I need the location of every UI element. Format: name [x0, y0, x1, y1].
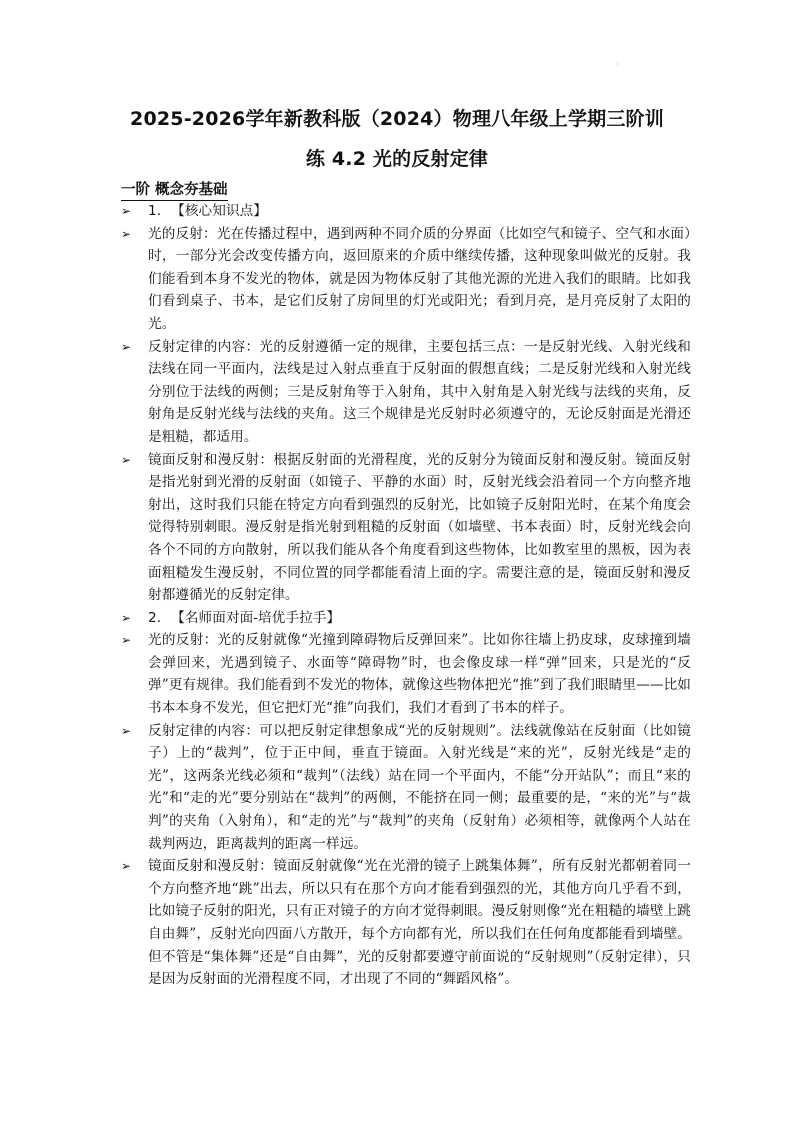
list-item [121, 449, 691, 607]
list-item [121, 720, 691, 856]
item-number: 2. [148, 609, 162, 626]
page-mark: · [616, 60, 619, 69]
section-heading: 一阶 概念夯基础 [121, 178, 228, 199]
item-number: 1. [148, 203, 162, 219]
bullet-arrow-icon: ➢ [121, 339, 132, 354]
bullet-arrow-icon: ➢ [121, 452, 132, 467]
item-text: 【核心知识点】 [171, 203, 268, 219]
list-item-subheading-1 [121, 200, 691, 223]
bullet-arrow-icon: ➢ [121, 723, 132, 738]
content-list [121, 200, 691, 991]
bullet-arrow-icon: ➢ [121, 610, 132, 625]
document-title-line-2: 练 4.2 光的反射定律 [305, 148, 489, 170]
item-text: 光的反射：光的反射就像“光撞到障碍物后反弹回来”。比如你往墙上扔皮球，皮球撞到墙会弹回来，光遇到镜子、水面等“障碍物”时，也会像皮球一样“弹”回来，只是光的“反弹”更有规律。我们能看到不发光的物体，就像这些物体把光“推”到了我们眼睛里——比如书本本身不发光，但它把灯光“推”向我们，我们才看到了书本的样子。 [148, 632, 691, 717]
list-item-subheading-2 [121, 607, 691, 630]
item-text: 光的反射：光在传播过程中，遇到两种不同介质的分界面（比如空气和镜子、空气和水面）时，一部分光会改变传播方向，返回原来的介质中继续传播，这种现象叫做光的反射。我们能看到本身不发光的物体，就是因为物体反射了其他光源的光进入我们的眼睛。比如我们看到桌子、书本，是它们反射了房间里的灯光或阳光；看到月亮，是月亮反射了太阳的光。 [148, 225, 691, 332]
item-text: 镜面反射和漫反射：根据反射面的光滑程度，光的反射分为镜面反射和漫反射。镜面反射是指光射到光滑的反射面（如镜子、平静的水面）时，反射光线会沿着同一个方向整齐地射出，这时我们只能在特定方向看到强烈的反射光，比如镜子反射阳光时，在某个角度会觉得特别刺眼。漫反射是指光射到粗糙的反射面（如墙壁、书本表面）时，反射光线会向各个不同的方向散射，所以我们能从各个角度看到这些物体，比如教室里的黑板，因为表面粗糙发生漫反射，不同位置的同学都能看清上面的字。需要注意的是，镜面反射和漫反射都遵循光的反射定律。 [148, 451, 691, 604]
bullet-arrow-icon: ➢ [121, 226, 132, 241]
item-text: 【名师面对面-培优手拉手】 [171, 609, 341, 626]
item-text: 反射定律的内容：可以把反射定律想象成“光的反射规则”。法线就像站在反射面（比如镜子）上的“裁判”，位于正中间，垂直于镜面。入射光线是“来的光”，反射光线是“走的光”，这两条光线必须和“裁判”（法线）站在同一个平面内，不能“分开站队”；而且“来的光”和“走的光”要分别站在“裁判”的两侧，不能挤在同一侧；最重要的是，“来的光”与“裁判”的夹角（入射角），和“走的光”与“裁判”的夹角（反射角）必须相等，就像两个人站在裁判两边，距离裁判的距离一样远。 [148, 722, 691, 852]
item-text: 镜面反射和漫反射：镜面反射就像“光在光滑的镜子上跳集体舞”，所有反射光都朝着同一个方向整齐地“跳”出去，所以只有在那个方向才能看到强烈的光，其他方向几乎看不到，比如镜子反射的阳光，只有正对镜子的方向才觉得刺眼。漫反射则像“光在粗糙的墙壁上跳自由舞”，反射光向四面八方散开，每个方向都有光，所以我们在任何角度都能看到墙壁。但不管是“集体舞”还是“自由舞”，光的反射都要遵守前面说的“反射规则”（反射定律），只是因为反射面的光滑程度不同，才出现了不同的“舞蹈风格”。 [148, 858, 691, 988]
bullet-arrow-icon: ➢ [121, 859, 132, 874]
list-item [121, 629, 691, 719]
list-item [121, 855, 691, 991]
list-item [121, 223, 691, 336]
list-item [121, 336, 691, 449]
bullet-arrow-icon: ➢ [121, 204, 132, 218]
bullet-arrow-icon: ➢ [121, 633, 132, 648]
document-title-line-1: 2025-2026学年新教科版（2024）物理八年级上学期三阶训 [130, 108, 664, 130]
item-text: 反射定律的内容：光的反射遵循一定的规律，主要包括三点：一是反射光线、入射光线和法线在同一平面内，法线是过入射点垂直于反射面的假想直线；二是反射光线和入射光线分别位于法线的两侧；三是反射角等于入射角，其中入射角是入射光线与法线的夹角，反射角是反射光线与法线的夹角。这三个规律是光反射时必须遵守的，无论反射面是光滑还是粗糙，都适用。 [148, 338, 691, 445]
